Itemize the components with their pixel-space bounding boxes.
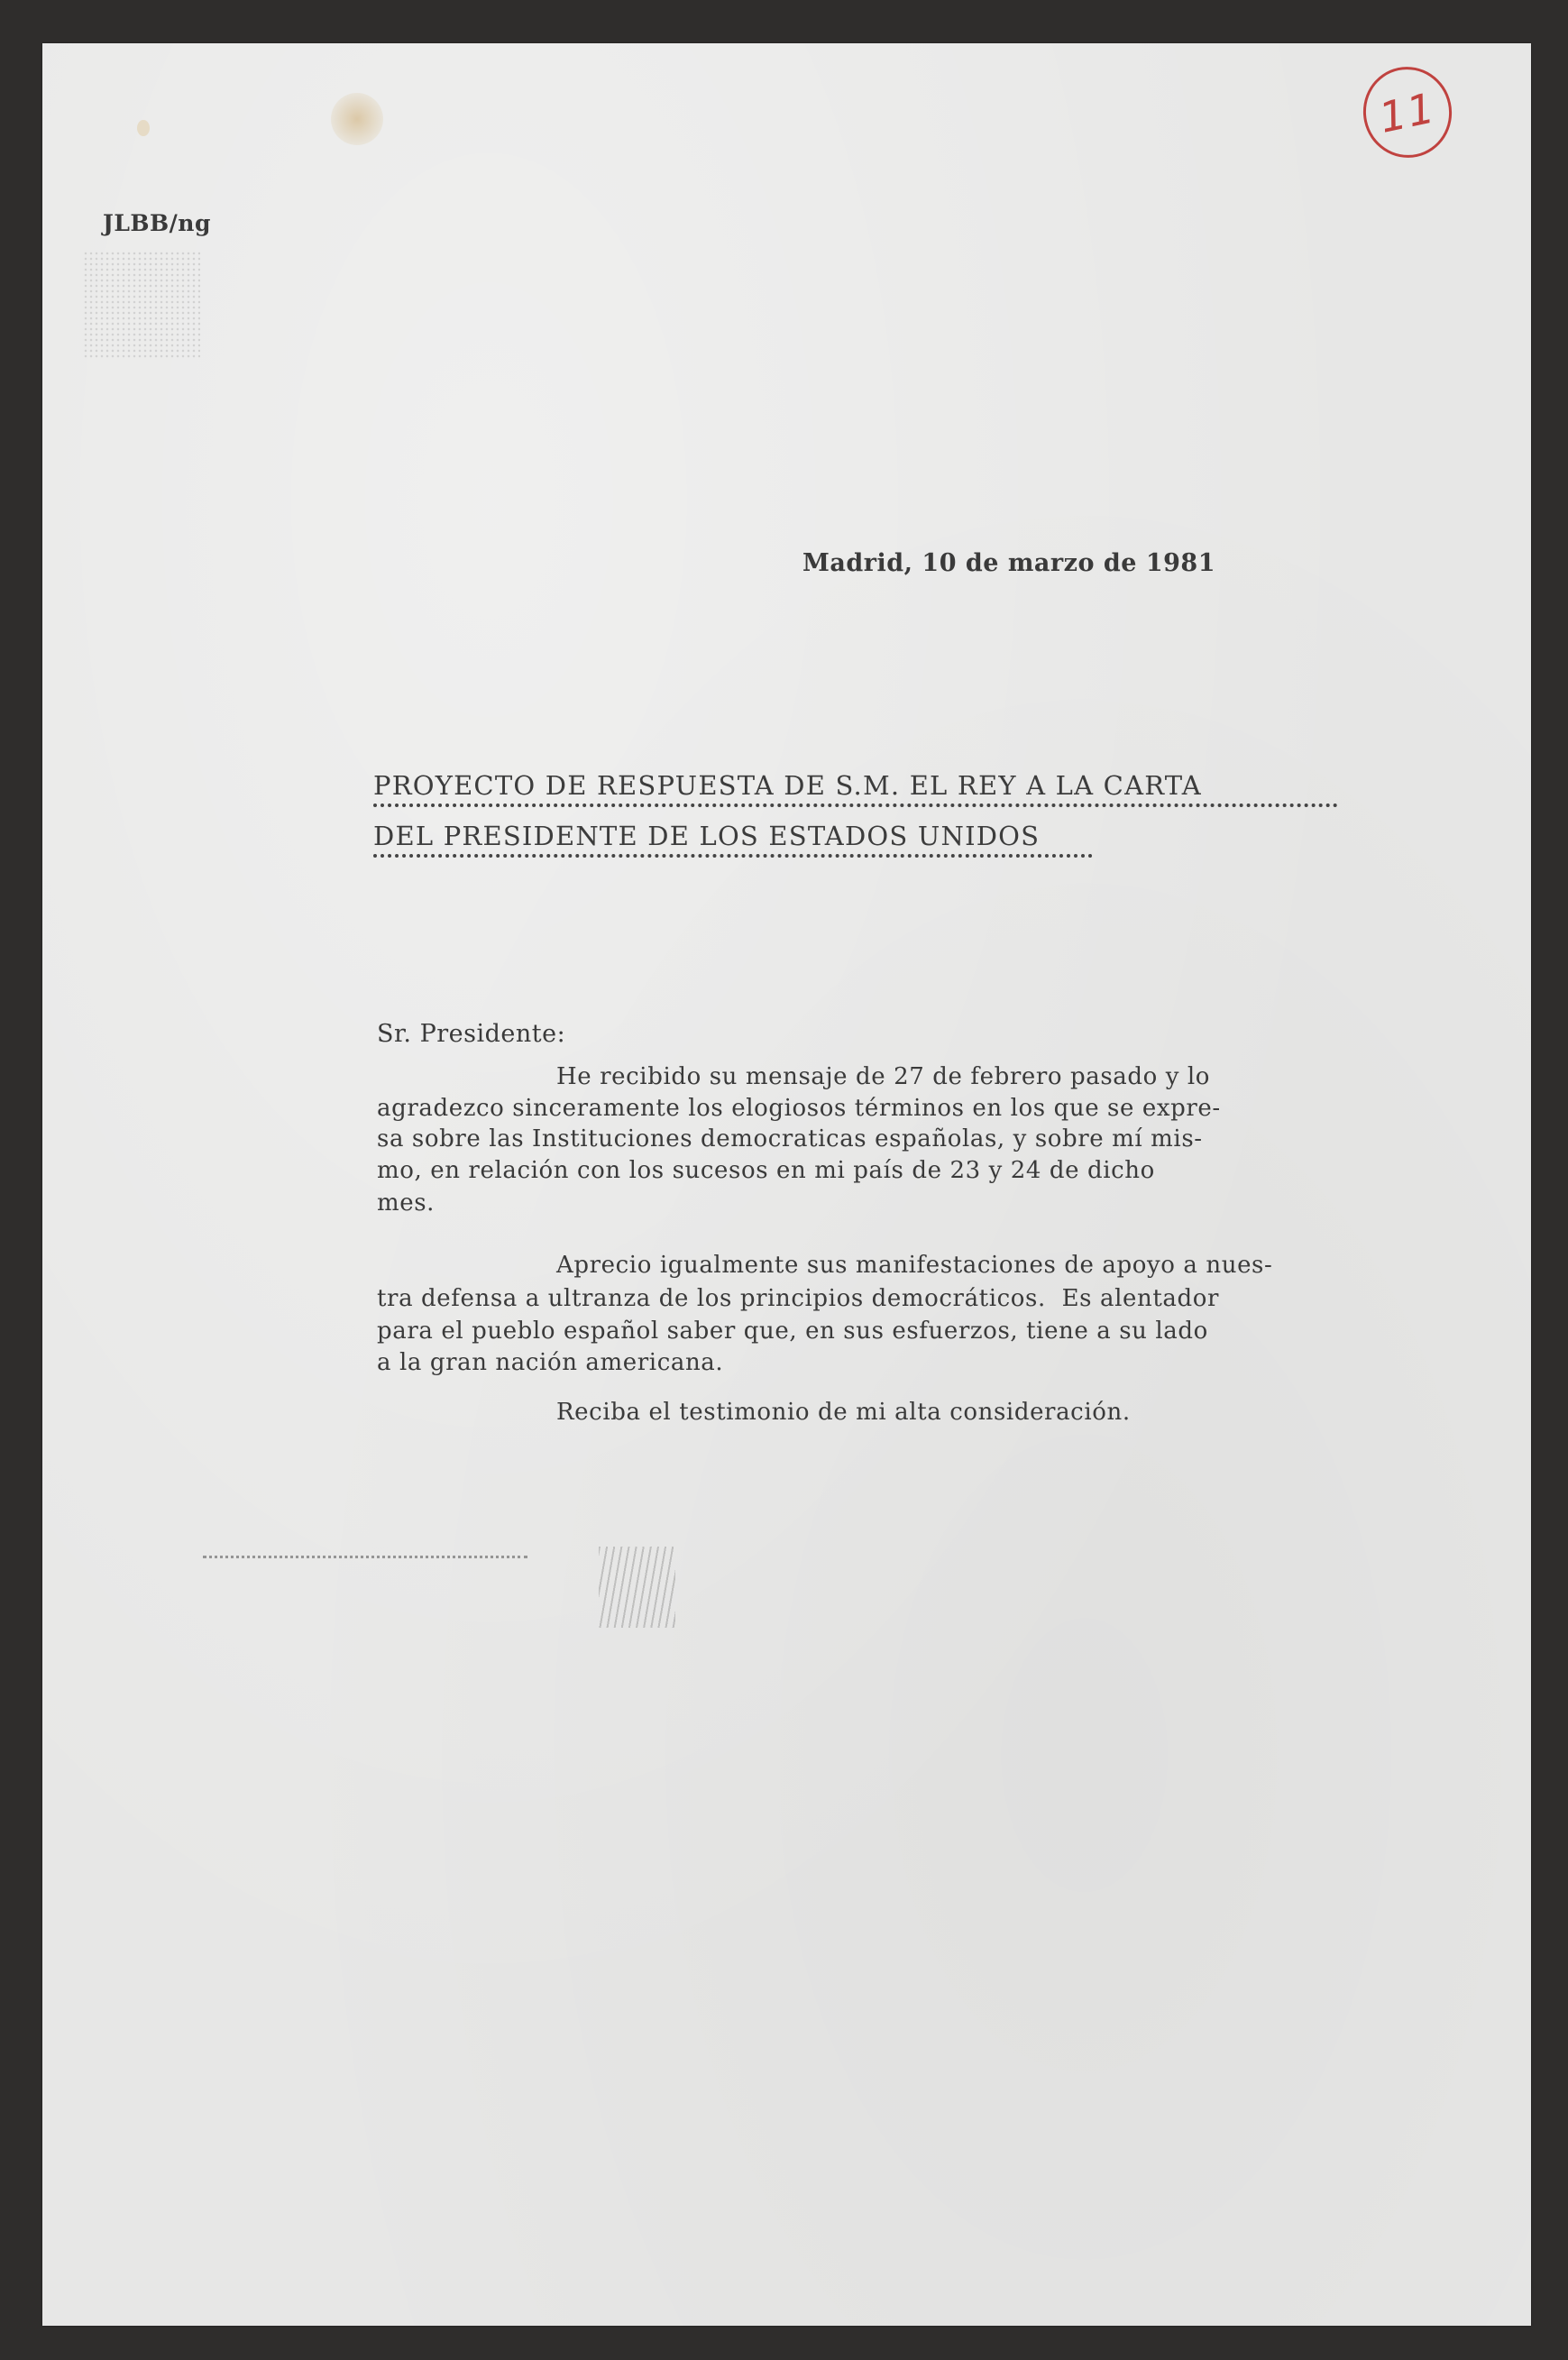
salutation: Sr. Presidente: <box>377 1020 566 1048</box>
date-line: Madrid, 10 de marzo de 1981 <box>802 549 1215 577</box>
signature-line <box>203 1556 527 1558</box>
paragraph-2-line-4: a la gran nación americana. <box>377 1349 724 1376</box>
document-title-line-1: PROYECTO DE RESPUESTA DE S.M. EL REY A LA CARTA <box>373 770 1338 807</box>
paragraph-1-line-2: agradezco sinceramente los elogiosos términos en los que se expre- <box>377 1095 1221 1122</box>
reference-initials: JLBB/ng <box>103 210 211 236</box>
folio-number <box>1355 59 1461 166</box>
paragraph-2-line-3: para el pueblo español saber que, en sus esfuerzos, tiene a su lado <box>377 1318 1208 1345</box>
paragraph-2-line-1: Aprecio igualmente sus manifestaciones de apoyo a nues- <box>556 1252 1273 1279</box>
paragraph-1-line-5: mes. <box>377 1189 436 1217</box>
paragraph-1-line-3: sa sobre las Instituciones democraticas españolas, y sobre mí mis- <box>377 1125 1203 1152</box>
folio-number-text: 11 <box>1374 82 1441 142</box>
faded-signature-mark <box>599 1547 675 1628</box>
closing-line: Reciba el testimonio de mi alta consideración. <box>556 1399 1131 1426</box>
paragraph-1-line-1: He recibido su mensaje de 27 de febrero pasado y lo <box>556 1063 1211 1090</box>
stain-mark-small <box>137 120 150 136</box>
document-page <box>42 43 1531 2326</box>
paragraph-2-line-2: tra defensa a ultranza de los principios democráticos. Es alentador <box>377 1285 1220 1312</box>
faded-stamp <box>83 251 200 359</box>
paragraph-1-line-4: mo, en relación con los sucesos en mi país de 23 y 24 de dicho <box>377 1157 1155 1184</box>
document-title-line-2: DEL PRESIDENTE DE LOS ESTADOS UNIDOS <box>373 821 1093 858</box>
stain-mark <box>331 93 383 145</box>
